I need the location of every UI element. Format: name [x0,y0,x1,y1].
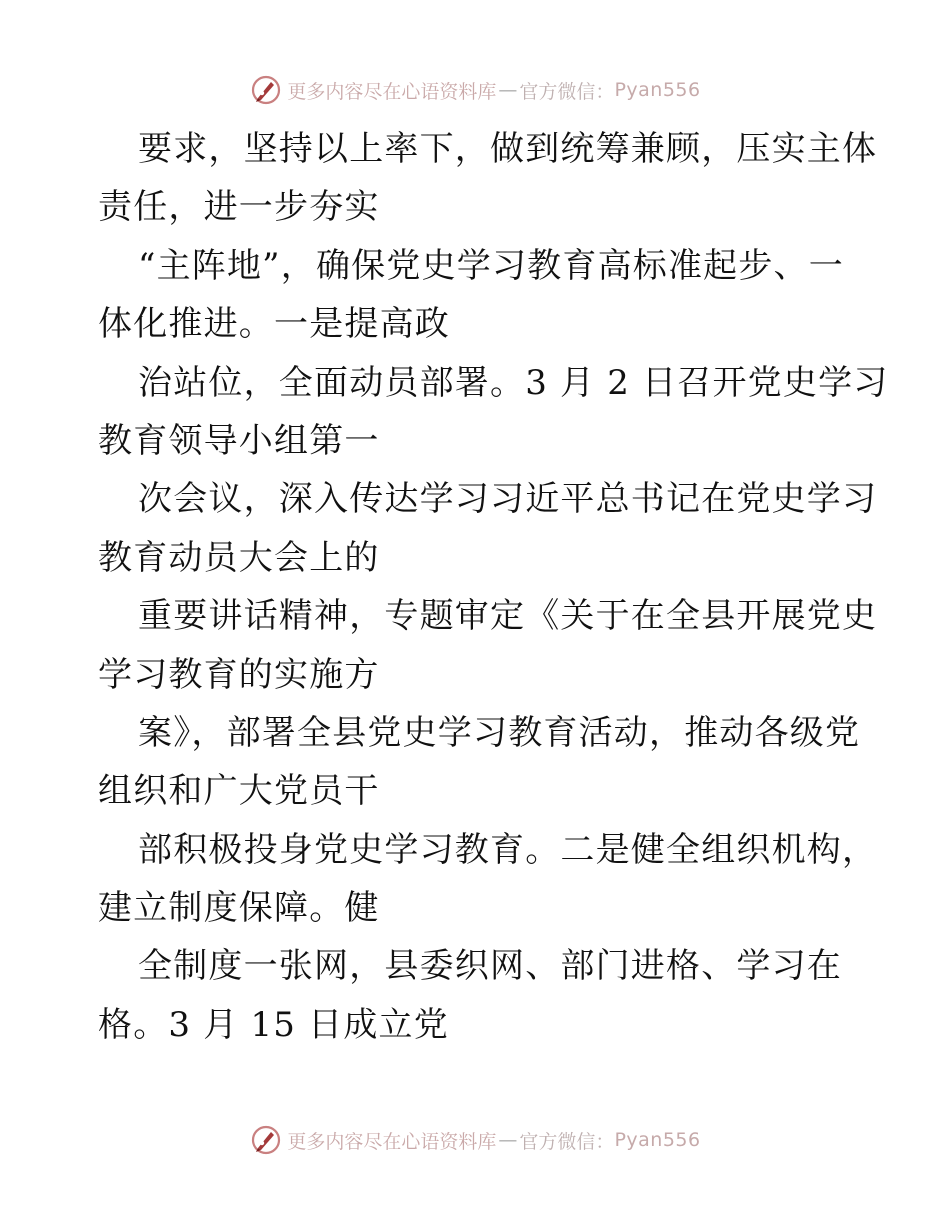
watermark-wechat-id: Pyan556 [614,1129,701,1151]
text-line: 要求，坚持以上率下，做到统筹兼顾，压实主体 [138,129,878,169]
text-line: 全制度一张网，县委织网、部门进格、学习在 [138,946,842,987]
watermark-wechat-label: 官方微信： [519,1130,615,1153]
text-line: 体化推进。一是提高政 [98,304,450,345]
text-line: 学习教育的实施方 [98,654,380,695]
text-line: “主阵地”，确保党史学习教育高标准起步、一 [138,245,844,286]
text-line: 格。3 月 15 日成立党 [98,1004,449,1045]
text-line: 教育动员大会上的 [98,537,380,578]
text-line: 责任，进一步夯实 [98,187,380,228]
watermark-wechat-id: Pyan556 [614,79,701,101]
text-line: 治站位，全面动员部署。3 月 2 日召开党史学习 [138,362,889,403]
document-body [98,120,889,1054]
quill-pen-logo-icon [249,1123,283,1157]
text-line: 案》，部署全县党史学习教育活动，推动各级党 [138,712,861,753]
text-line: 次会议，深入传达学习习近平总书记在党史学习 [138,479,878,520]
watermark-wechat-label: 官方微信： [519,80,615,103]
text-line: 部积极投身党史学习教育。二是健全组织机构， [138,829,878,870]
footer-watermark [0,1120,950,1160]
quill-pen-logo-icon [249,73,283,107]
watermark-separator: — [498,79,518,101]
header-watermark [0,70,950,110]
text-line: 教育领导小组第一 [98,420,380,461]
watermark-separator: — [498,1129,518,1151]
watermark-brand: 更多内容尽在心语资料库 [287,80,497,103]
text-line: 重要讲话精神，专题审定《关于在全县开展党史 [138,596,878,637]
watermark-brand: 更多内容尽在心语资料库 [287,1130,497,1153]
text-line: 组织和广大党员干 [98,771,380,812]
text-line: 建立制度保障。健 [98,888,380,929]
